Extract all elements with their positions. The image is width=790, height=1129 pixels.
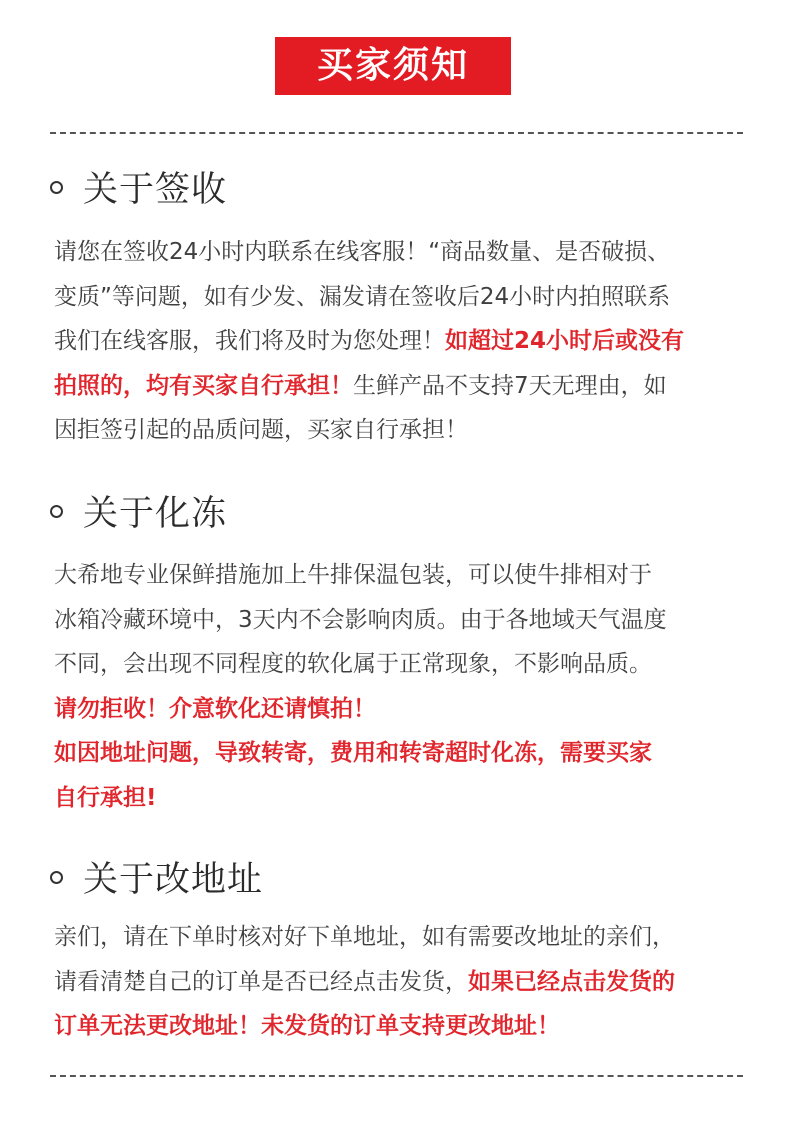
highlight-text: 如果已经点击发货的 [468, 968, 675, 995]
text-line [54, 776, 754, 821]
highlight-text: 请勿拒收！介意软化还请慎拍！ [54, 695, 376, 722]
page-title: 买家须知 [275, 37, 511, 95]
heading-text: 关于改地址 [83, 860, 264, 900]
text-line [54, 319, 754, 364]
bottom-divider [50, 1075, 743, 1077]
circle-bullet-icon [50, 871, 63, 884]
heading-text: 关于签收 [83, 170, 228, 210]
text-line [54, 598, 754, 643]
body-text: 变质”等问题，如有少发、漏发请在签收后24小时内拍照联系 [54, 283, 671, 310]
text-line [54, 275, 754, 320]
text-line [54, 364, 754, 409]
body-text: 亲们，请在下单时核对好下单地址，如有需要改地址的亲们， [54, 924, 675, 950]
section-heading-address [50, 855, 263, 899]
body-text: 不同，会出现不同程度的软化属于正常现象，不影响品质。 [54, 651, 652, 677]
body-text: 大希地专业保鲜措施加上牛排保温包装，可以使牛排相对于 [54, 562, 652, 588]
text-line [54, 731, 754, 776]
circle-bullet-icon [50, 505, 63, 518]
text-line [54, 230, 754, 275]
body-text: 请您在签收24小时内联系在线客服！“商品数量、是否破损、 [54, 239, 671, 265]
text-line [54, 915, 754, 960]
highlight-text: 如因地址问题，导致转寄，费用和转寄超时化冻，需要买家 [54, 740, 652, 766]
circle-bullet-icon [50, 181, 63, 194]
section-heading-signing [50, 165, 227, 209]
body-text: 请看清楚自己的订单是否已经点击发货， [54, 968, 468, 995]
highlight-text: 拍照的，均有买家自行承担！ [54, 372, 353, 399]
text-line [54, 642, 754, 687]
text-line [54, 960, 754, 1005]
section-body-address [54, 915, 754, 1049]
heading-text: 关于化冻 [83, 494, 228, 534]
highlight-text: 自行承担! [54, 784, 157, 811]
section-heading-thawing [50, 489, 227, 533]
text-line [54, 408, 754, 453]
section-body-thawing [54, 553, 754, 820]
body-text: 冰箱冷藏环境中，3天内不会影响肉质。由于各地域天气温度 [54, 606, 667, 633]
body-text: 我们在线客服，我们将及时为您处理！ [54, 328, 445, 354]
body-text: 生鲜产品不支持7天无理由，如 [353, 372, 667, 399]
body-text: 因拒签引起的品质问题，买家自行承担！ [54, 417, 468, 443]
section-body-signing [54, 230, 754, 453]
text-line [54, 553, 754, 598]
text-line [54, 1004, 754, 1049]
text-line [54, 687, 754, 732]
highlight-text: 订单无法更改地址！未发货的订单支持更改地址！ [54, 1013, 560, 1039]
top-divider [50, 132, 743, 134]
highlight-text: 如超过24小时后或没有 [445, 328, 685, 354]
